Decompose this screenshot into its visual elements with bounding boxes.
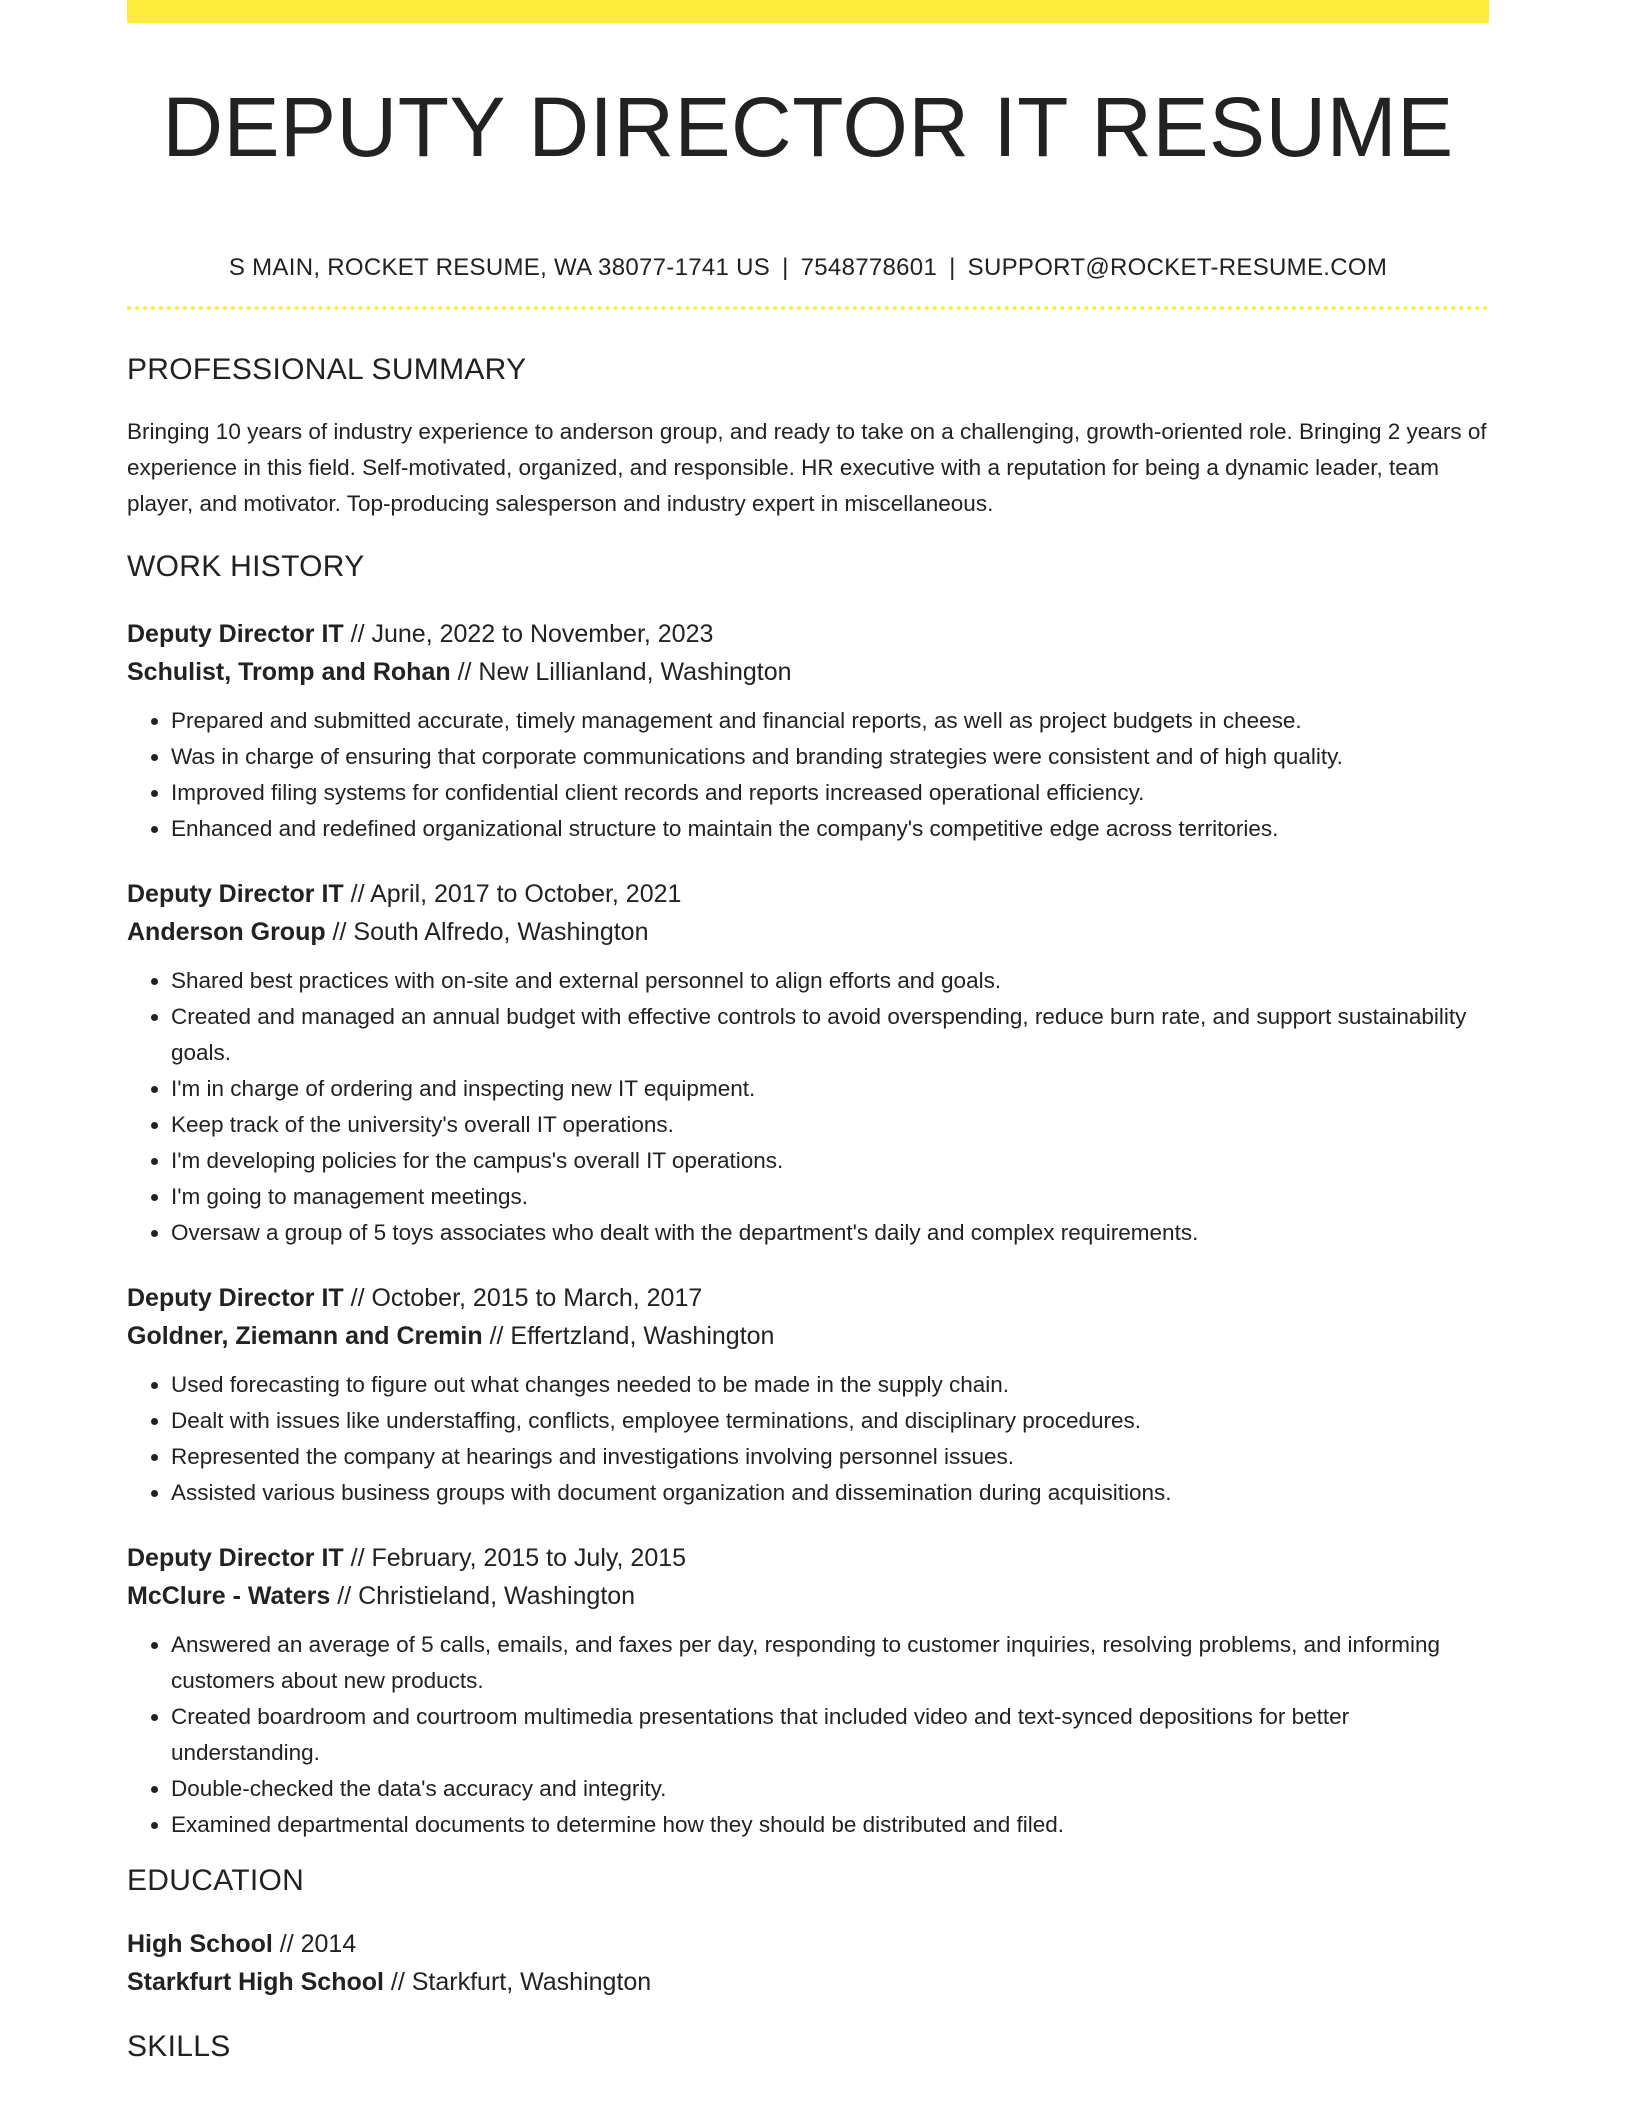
job-company: Goldner, Ziemann and Cremin [127, 1322, 483, 1350]
dotted-divider [127, 306, 1489, 310]
contact-line [127, 253, 1489, 283]
list-item: • Assisted various business groups with document organization and dissemination during acquisitions. [171, 1475, 1489, 1511]
job-entry [127, 1539, 1489, 1843]
list-item: • Dealt with issues like understaffing, conflicts, employee terminations, and disciplinary procedures. [171, 1403, 1489, 1439]
job-bullets [127, 1367, 1489, 1511]
job-dates: // April, 2017 to October, 2021 [343, 880, 682, 908]
job-bullets [127, 1627, 1489, 1843]
list-item: • Examined departmental documents to determine how they should be distributed and filed. [171, 1807, 1489, 1843]
job-dates: // June, 2022 to November, 2023 [343, 620, 714, 648]
list-item: • Keep track of the university's overall IT operations. [171, 1107, 1489, 1143]
job-title: Deputy Director IT [127, 1284, 344, 1312]
job-entry [127, 875, 1489, 1251]
list-item: • I'm in charge of ordering and inspecting new IT equipment. [171, 1071, 1489, 1107]
job-company-line [127, 913, 1489, 951]
list-item: • Prepared and submitted accurate, timely management and financial reports, as well as project budgets in cheese. [171, 703, 1489, 739]
job-title-line [127, 615, 1489, 653]
job-entry [127, 615, 1489, 847]
list-item: • I'm developing policies for the campus's overall IT operations. [171, 1143, 1489, 1179]
work-history-heading: WORK HISTORY [127, 550, 365, 583]
job-dates: // February, 2015 to July, 2015 [343, 1544, 687, 1572]
contact-email: SUPPORT@ROCKET-RESUME.COM [967, 254, 1388, 281]
job-title: Deputy Director IT [127, 620, 344, 648]
job-location: // Christieland, Washington [330, 1582, 636, 1610]
list-item: • Was in charge of ensuring that corporate communications and branding strategies were consistent and of high quality. [171, 739, 1489, 775]
list-item: • Double-checked the data's accuracy and integrity. [171, 1771, 1489, 1807]
list-item: • Improved filing systems for confidential client records and reports increased operational efficiency. [171, 775, 1489, 811]
job-title-line [127, 875, 1489, 913]
job-dates: // October, 2015 to March, 2017 [343, 1284, 703, 1312]
resume-page [127, 0, 1489, 2065]
education-heading: EDUCATION [127, 1864, 305, 1897]
job-location: // Effertzland, Washington [482, 1322, 775, 1350]
summary-heading: PROFESSIONAL SUMMARY [127, 353, 527, 386]
job-company: Schulist, Tromp and Rohan [127, 658, 451, 686]
accent-bar [127, 0, 1489, 23]
education-degree-line [127, 1925, 1489, 1963]
job-company-line [127, 653, 1489, 691]
job-company-line [127, 1317, 1489, 1355]
contact-separator: | [782, 254, 789, 281]
job-bullets [127, 703, 1489, 847]
education-entry [127, 1925, 1489, 2001]
education-degree: High School [127, 1930, 273, 1958]
job-company-line [127, 1577, 1489, 1615]
job-company: Anderson Group [127, 918, 326, 946]
contact-separator: | [949, 254, 956, 281]
education-year: // 2014 [272, 1930, 357, 1958]
job-title: Deputy Director IT [127, 1544, 344, 1572]
job-title-line [127, 1279, 1489, 1317]
list-item: • Oversaw a group of 5 toys associates who dealt with the department's daily and complex requirements. [171, 1215, 1489, 1251]
list-item: • I'm going to management meetings. [171, 1179, 1489, 1215]
contact-address: S MAIN, ROCKET RESUME, WA 38077-1741 US [228, 254, 771, 281]
education-school: Starkfurt High School [127, 1968, 384, 1996]
education-location: // Starkfurt, Washington [383, 1968, 652, 1996]
list-item: • Created boardroom and courtroom multimedia presentations that included video and text-synced depositions for better understanding. [171, 1699, 1489, 1771]
skills-heading: SKILLS [127, 2030, 231, 2063]
job-location: // South Alfredo, Washington [325, 918, 649, 946]
job-title: Deputy Director IT [127, 880, 344, 908]
list-item: • Represented the company at hearings and investigations involving personnel issues. [171, 1439, 1489, 1475]
resume-title: DEPUTY DIRECTOR IT RESUME [162, 80, 1454, 174]
summary-text: Bringing 10 years of industry experience to anderson group, and ready to take on a challenging, growth-oriented role. Bringing 2 years of experience in this field. Self-motivated, organized, and responsible. HR executive with a reputation for being a dynamic leader, team player, and motivator. Top-producing salesperson and industry expert in miscellaneous. [127, 419, 1487, 516]
job-bullets [127, 963, 1489, 1251]
job-location: // New Lillianland, Washington [450, 658, 792, 686]
list-item: • Answered an average of 5 calls, emails, and faxes per day, responding to customer inquiries, resolving problems, and informing customers about new products. [171, 1627, 1489, 1699]
job-company: McClure - Waters [127, 1582, 331, 1610]
contact-phone: 7548778601 [800, 254, 938, 281]
job-title-line [127, 1539, 1489, 1577]
list-item: • Enhanced and redefined organizational structure to maintain the company's competitive edge across territories. [171, 811, 1489, 847]
list-item: • Created and managed an annual budget with effective controls to avoid overspending, reduce burn rate, and support sustainability goals. [171, 999, 1489, 1071]
list-item: • Shared best practices with on-site and external personnel to align efforts and goals. [171, 963, 1489, 999]
education-school-line [127, 1963, 1489, 2001]
list-item: • Used forecasting to figure out what changes needed to be made in the supply chain. [171, 1367, 1489, 1403]
job-entry [127, 1279, 1489, 1511]
